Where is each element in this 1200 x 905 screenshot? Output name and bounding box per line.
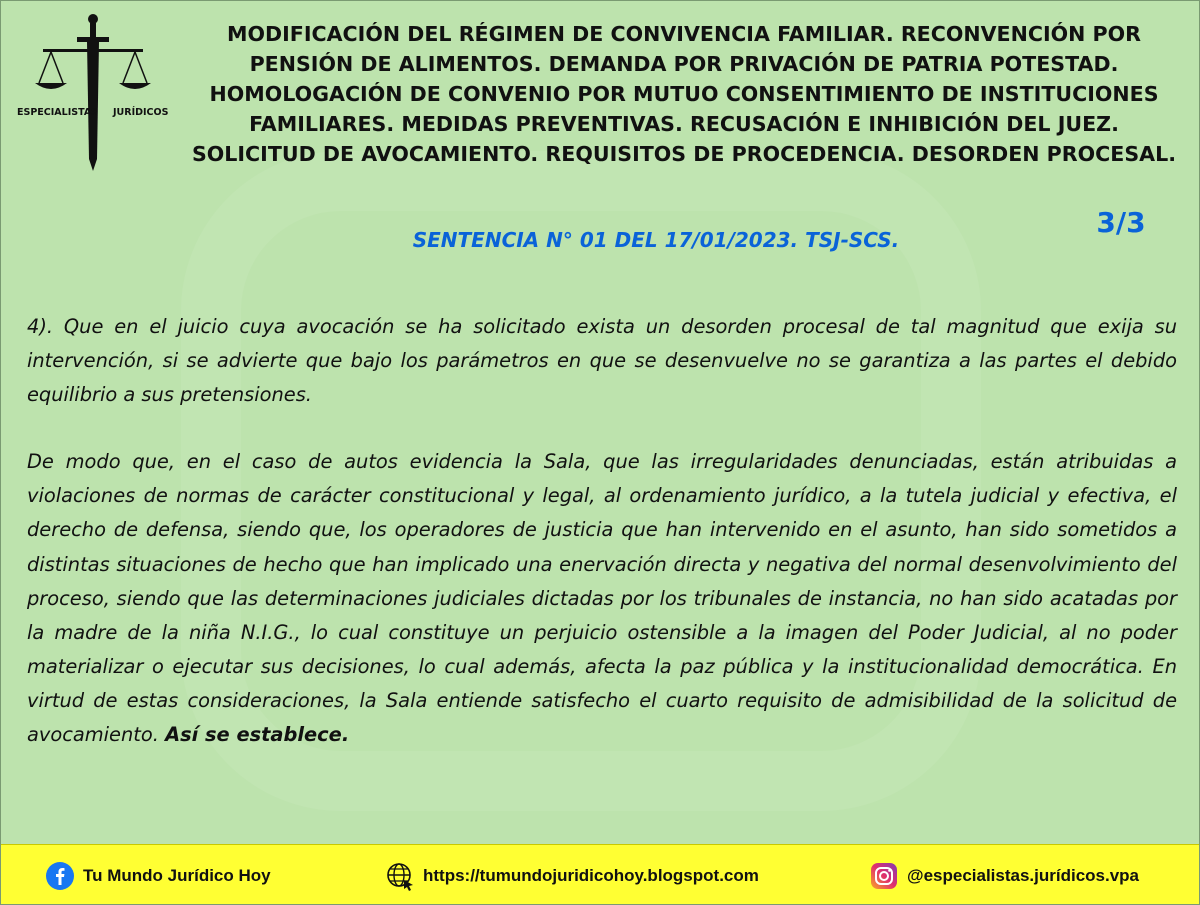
paragraph-2-conclusion: Así se establece. [165, 723, 350, 747]
document-title [179, 19, 1189, 169]
footer-website[interactable] [385, 861, 759, 891]
logo-right-word: JURÍDICOS [113, 107, 169, 118]
paragraph-2-text: De modo que, en el caso de autos evidencia la Sala, que las irregularidades denunciadas, están atribuidas a violaciones de normas de carácter constitucional y legal, al ordenamiento jurídico, a la tutela judicial y efectiva, el derecho de defensa, siendo que, los operadores de justicia que han intervenido en el asunto, han sido sometidos a distintas situaciones de hecho que han implicado una enervación directa y negativa del normal desenvolvimiento del proceso, siendo que las determinaciones judiciales dictadas por los tribunales de instancia, no han sido acatadas por la madre de la niña N.I.G., lo cual constituye un perjuicio ostensible a la imagen del Poder Judicial, al no poder materializar o ejecutar sus decisiones, lo cual además, afecta la paz pública y la institucionalidad democrática. En virtud de estas consideraciones, la Sala entiende satisfecho el cuarto requisito de admisibilidad de la solicitud de avocamiento. [27, 450, 1177, 747]
document-body [27, 310, 1177, 785]
title-line: HOMOLOGACIÓN DE CONVENIO POR MUTUO CONSENTIMIENTO DE INSTITUCIONES [209, 82, 1159, 106]
footer-bar [1, 844, 1199, 905]
ruling-reference: SENTENCIA N° 01 DEL 17/01/2023. TSJ-SCS. [412, 228, 900, 252]
paragraph-1: 4). Que en el juicio cuya avocación se ha solicitado exista un desorden procesal de tal magnitud que exija su intervención, si se advierte que bajo los parámetros en que se desenvuelve no se garantiza a las partes el debido equilibrio a sus pretensiones. [27, 315, 1177, 407]
logo-left-word: ESPECIALISTAS [17, 107, 99, 118]
title-line: SOLICITUD DE AVOCAMIENTO. REQUISITOS DE PROCEDENCIA. DESORDEN PROCESAL. [191, 142, 1177, 166]
title-line: PENSIÓN DE ALIMENTOS. DEMANDA POR PRIVACIÓN DE PATRIA POTESTAD. [249, 52, 1119, 76]
facebook-label: Tu Mundo Jurídico Hoy [83, 866, 271, 885]
title-line: MODIFICACIÓN DEL RÉGIMEN DE CONVIVENCIA FAMILIAR. RECONVENCIÓN POR [227, 22, 1141, 46]
scales-sword-icon [23, 9, 173, 177]
facebook-icon [45, 861, 75, 891]
footer-instagram[interactable] [869, 861, 1139, 891]
footer-facebook[interactable] [45, 861, 271, 891]
paragraph-2 [27, 445, 1177, 752]
page-indicator: 3/3 [1096, 206, 1146, 239]
instagram-handle: @especialistas.jurídicos.vpa [907, 866, 1140, 885]
website-link: https://tumundojuridicohoy.blogspot.com [423, 866, 759, 885]
instagram-icon [869, 861, 899, 891]
globe-icon [385, 861, 415, 891]
title-line: FAMILIARES. MEDIDAS PREVENTIVAS. RECUSACIÓN E INHIBICIÓN DEL JUEZ. [249, 112, 1119, 136]
logo [17, 9, 173, 177]
